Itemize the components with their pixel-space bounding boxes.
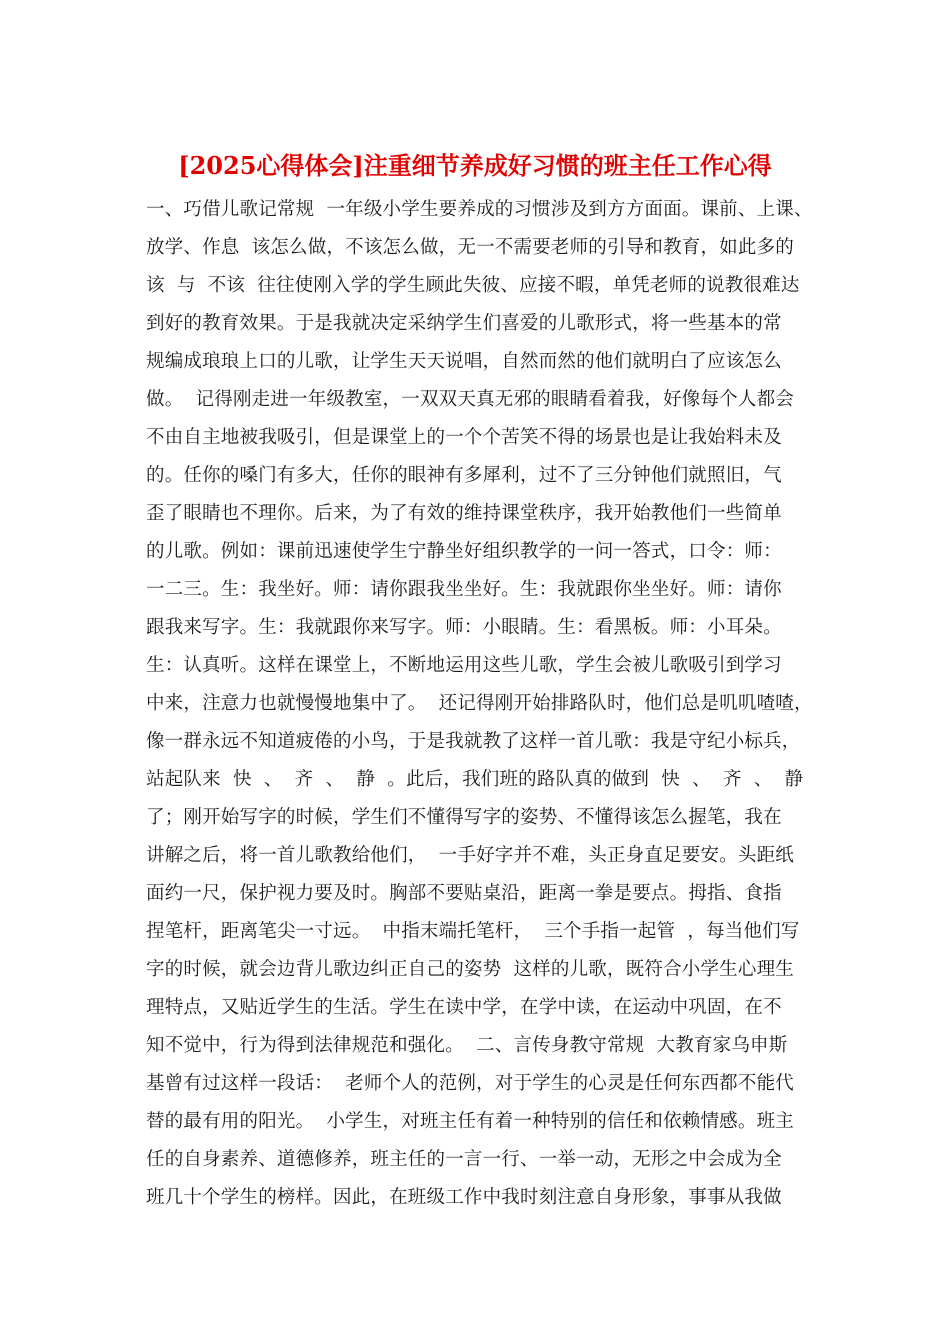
text-line: 生：认真听。这样在课堂上，不断地运用这些儿歌，学生会被儿歌吸引到学习 [146,655,782,676]
text-line: 该 与 不该 往往使刚入学的学生顾此失彼、应接不暇，单凭老师的说教很难达 [146,275,800,296]
text-line: 任的自身素养、道德修养，班主任的一言一行、一举一动，无形之中会成为全 [146,1149,782,1170]
text-line: 基曾有过这样一段话： 老师个人的范例，对于学生的心灵是任何东西都不能代 [146,1073,794,1094]
text-line: 规编成琅琅上口的儿歌，让学生天天说唱，自然而然的他们就明白了应该怎么 [146,351,782,372]
text-line: 放学、作息 该怎么做，不该怎么做，无一不需要老师的引导和教育，如此多的 [146,237,794,258]
text-line: 不由自主地被我吸引，但是课堂上的一个个苦笑不得的场景也是让我始料未及 [146,427,782,448]
text-line: 捏笔杆，距离笔尖一寸远。 中指末端托笔杆， 三个手指一起管 ，每当他们写 [146,921,800,942]
text-line: 站起队来 快 、 齐 、 静 。此后，我们班的路队真的做到 快 、 齐 、 静 [146,769,804,790]
text-line: 像一群永远不知道疲倦的小鸟，于是我就教了这样一首儿歌：我是守纪小标兵， [146,731,801,752]
text-line: 班几十个学生的榜样。因此，在班级工作中我时刻注意自身形象，事事从我做 [146,1187,782,1208]
text-line: 字的时候，就会边背儿歌边纠正自己的姿势 这样的儿歌，既符合小学生心理生 [146,959,794,980]
document-title: [2025心得体会]注重细节养成好习惯的班主任工作心得 [178,151,772,180]
text-line: 的儿歌。例如：课前迅速使学生宁静坐好组织教学的一问一答式，口令：师： [146,541,782,562]
text-line: 讲解之后，将一首儿歌教给他们， 一手好字并不难，头正身直足要安。头距纸 [146,845,794,866]
text-line: 一二三。生：我坐好。师：请你跟我坐坐好。生：我就跟你坐坐好。师：请你 [146,579,782,600]
text-line: 了；刚开始写字的时候，学生们不懂得写字的姿势、不懂得该怎么握笔，我在 [146,807,782,828]
text-line: 做。 记得刚走进一年级教室，一双双天真无邪的眼睛看着我，好像每个人都会 [146,389,794,410]
text-line: 理特点，又贴近学生的生活。学生在读中学，在学中读，在运动中巩固，在不 [146,997,782,1018]
text-line: 歪了眼睛也不理你。后来，为了有效的维持课堂秩序，我开始教他们一些简单 [146,503,782,524]
text-line: 知不觉中，行为得到法律规范和强化。 二、言传身教守常规 大教育家乌申斯 [146,1035,788,1056]
text-line: 面约一尺，保护视力要及时。胸部不要贴桌沿，距离一拳是要点。拇指、食指 [146,883,782,904]
text-line: 一、巧借儿歌记常规 一年级小学生要养成的习惯涉及到方方面面。课前、上课、 [146,199,813,220]
text-line: 到好的教育效果。于是我就决定采纳学生们喜爱的儿歌形式，将一些基本的常 [146,313,782,334]
text-line: 替的最有用的阳光。 小学生，对班主任有着一种特别的信任和依赖情感。班主 [146,1111,794,1132]
document-body [146,191,816,1217]
text-line: 中来，注意力也就慢慢地集中了。 还记得刚开始排路队时，他们总是叽叽喳喳， [146,693,813,714]
text-line: 跟我来写字。生：我就跟你来写字。师：小眼睛。生：看黑板。师：小耳朵。 [146,617,782,638]
text-line: 的。任你的嗓门有多大，任你的眼神有多犀利，过不了三分钟他们就照旧，气 [146,465,782,486]
